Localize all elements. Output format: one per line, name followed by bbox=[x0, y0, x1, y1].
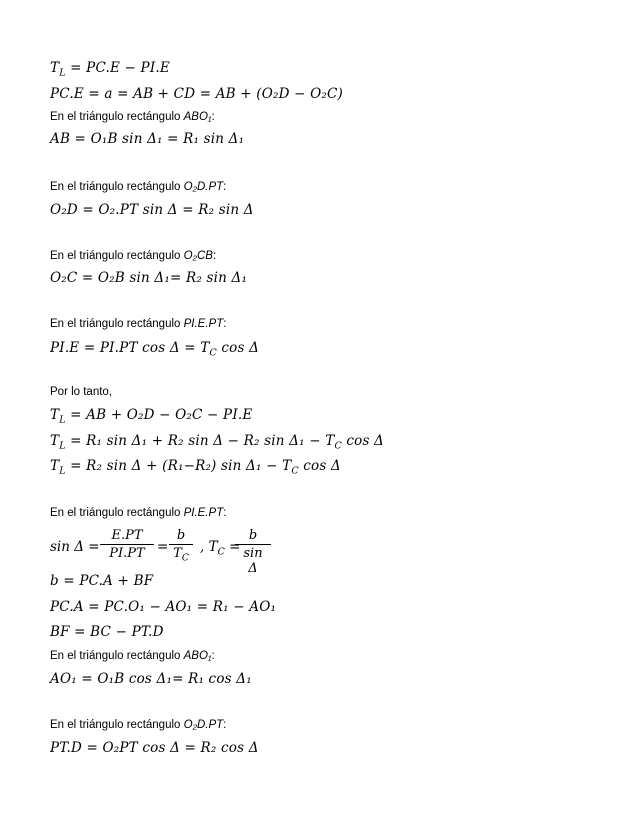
triangle-name: PI.E.PT bbox=[183, 507, 224, 519]
equation-tl-definition: $T_L = PC.E - PI.E$ bbox=[50, 60, 170, 79]
equation-bf: BF = BC − PT.D bbox=[50, 624, 164, 640]
triangle-name: O₂D.PT bbox=[183, 181, 224, 193]
text-por-lo-tanto: Por lo tanto, bbox=[50, 386, 113, 398]
equation-ao1: AO₁ = O₁B cos Δ₁= R₁ cos Δ₁ bbox=[50, 671, 252, 687]
equation-b: b = PC.A + BF bbox=[50, 573, 154, 589]
triangle-name: O₂CB bbox=[183, 250, 213, 262]
equation-equals: = bbox=[157, 539, 169, 555]
fraction-b-over-sin-delta bbox=[235, 528, 271, 576]
triangle-name: PI.E.PT bbox=[183, 318, 224, 330]
equation-tc-lhs: , $T_C$ = bbox=[200, 539, 241, 558]
fraction-denominator: $T_C$ bbox=[173, 546, 189, 564]
triangle-name: ABO₁ bbox=[183, 111, 212, 123]
equation-o2c: O₂C = O₂B sin Δ₁= R₂ sin Δ₁ bbox=[50, 270, 248, 286]
equation-pca: PC.A = PC.O₁ − AO₁ = R₁ − AO₁ bbox=[50, 599, 277, 615]
fraction-denominator: PI.PT bbox=[109, 546, 145, 561]
fraction-numerator: b bbox=[248, 528, 258, 543]
fraction-bar bbox=[235, 544, 271, 545]
text-triangle-o2dpt: En el triángulo rectángulo O₂D.PT: bbox=[50, 181, 227, 193]
equation-tl-expanded: $T_L = R_1$ sin Δ₁ + R₂ sin Δ − R₂ $\sin \Delta_1 - T_C$ cos Δ bbox=[50, 433, 385, 452]
fraction-numerator: b bbox=[176, 528, 186, 543]
equation-pie: PI.E = PI.PT $\cos \Delta = T_C$ cos Δ bbox=[50, 340, 260, 359]
text-triangle-o2cb: En el triángulo rectángulo O₂CB: bbox=[50, 250, 217, 262]
triangle-name: ABO₁ bbox=[183, 650, 212, 662]
equation-sin-delta-lhs: sin Δ = bbox=[50, 539, 100, 555]
equation-ab: AB = O₁B sin Δ₁ = R₁ sin Δ₁ bbox=[50, 131, 245, 147]
equation-pce: PC.E = a = AB + CD = AB + (O₂D − O₂C) bbox=[50, 86, 344, 102]
text-triangle-abo1-2: En el triángulo rectángulo ABO₁: bbox=[50, 650, 215, 662]
fraction-bar bbox=[169, 544, 193, 545]
equation-o2d: O₂D = O₂.PT sin Δ = R₂ sin Δ bbox=[50, 202, 254, 218]
fraction-ept-over-pipt bbox=[100, 528, 154, 561]
fraction-numerator: E.PT bbox=[111, 528, 143, 543]
fraction-denominator: sin Δ bbox=[243, 546, 263, 576]
equation-ptd: PT.D = O₂PT cos Δ = R₂ cos Δ bbox=[50, 740, 259, 756]
text-triangle-piept: En el triángulo rectángulo PI.E.PT: bbox=[50, 318, 227, 330]
fraction-b-over-tc bbox=[169, 528, 193, 564]
triangle-name: O₂D.PT bbox=[183, 719, 224, 731]
equation-tl-sum: $T_L$ = AB + O₂D − O₂C − PI.E bbox=[50, 407, 253, 426]
fraction-bar bbox=[100, 544, 154, 545]
text-triangle-piept-2: En el triángulo rectángulo PI.E.PT: bbox=[50, 507, 227, 519]
equation-tl-simplified: $T_L = R_2$ sin Δ + (R₁−R₂) $\sin \Delta_1 - T_C$ cos Δ bbox=[50, 458, 341, 477]
text-triangle-abo1: En el triángulo rectángulo ABO₁: bbox=[50, 111, 215, 123]
text-triangle-o2dpt-2: En el triángulo rectángulo O₂D.PT: bbox=[50, 719, 227, 731]
